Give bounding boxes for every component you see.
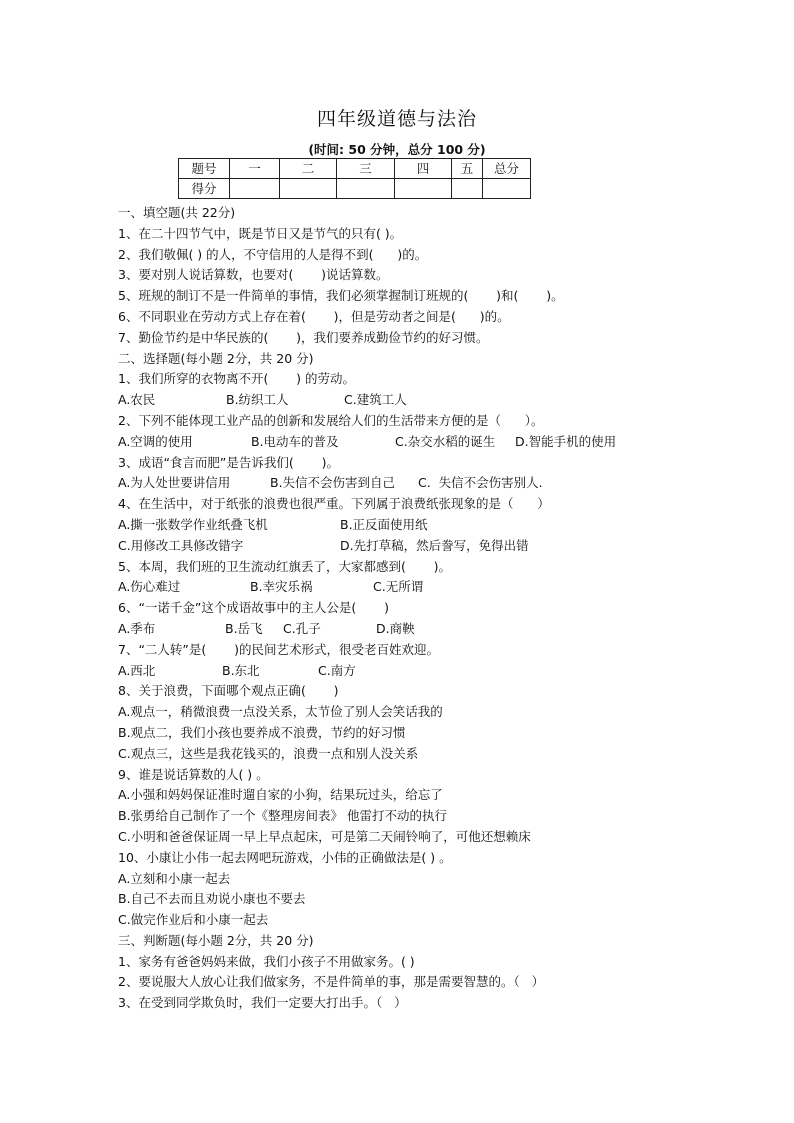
answer-option: B.幸灾乐祸 — [250, 579, 313, 595]
answer-option: C. 失信不会伤害别人. — [418, 475, 543, 491]
score-table — [178, 158, 531, 199]
question-line: 1、在二十四节气中，既是节日又是节气的只有( )。 — [118, 225, 403, 241]
question-line: 3、成语“食言而肥”是告诉我们( )。 — [118, 454, 339, 470]
score-cell[interactable] — [395, 179, 452, 199]
answer-option: B.电动车的普及 — [251, 433, 339, 449]
question-line: 6、“一诺千金”这个成语故事中的主人公是( ) — [118, 600, 389, 616]
answer-option: A.空调的使用 — [118, 433, 193, 449]
answer-option: D.先打草稿，然后誊写，免得出错 — [340, 537, 529, 553]
question-line: 3、要对别人说话算数，也要对( )说话算数。 — [118, 267, 389, 283]
question-line: A.立刻和小康一起去 — [118, 870, 231, 886]
question-line: 7、勤俭节约是中华民族的( )，我们要养成勤俭节约的好习惯。 — [118, 329, 489, 345]
answer-option: C.杂交水稻的诞生 — [395, 433, 496, 449]
question-line: 三、判断题(每小题 2分，共 20 分) — [118, 932, 314, 948]
answer-option: B.岳飞 — [225, 620, 263, 636]
answer-options — [118, 661, 718, 682]
question-line: C.小明和爸爸保证周一早上早点起床，可是第二天闹铃响了，可他还想赖床 — [118, 828, 531, 844]
answer-options — [118, 536, 718, 557]
answer-options — [118, 432, 718, 453]
score-cell[interactable] — [337, 179, 395, 199]
answer-options — [118, 619, 718, 640]
answer-option: D.智能手机的使用 — [515, 433, 617, 449]
question-line: 1、我们所穿的衣物离不开( ) 的劳动。 — [118, 371, 355, 387]
question-line: 一、填空题(共 22分) — [118, 205, 236, 220]
score-header-cell: 总分 — [483, 159, 531, 179]
question-line: A.观点一，稍微浪费一点没关系，太节俭了别人会笑话我的 — [118, 704, 443, 720]
answer-options — [118, 515, 718, 536]
question-line: 1、家务有爸爸妈妈来做，我们小孩子不用做家务。( ) — [118, 953, 415, 969]
score-cell[interactable] — [452, 179, 483, 199]
answer-option: C.无所谓 — [373, 579, 424, 595]
question-line: 2、我们敬佩( ) 的人，不守信用的人是得不到( )的。 — [118, 246, 428, 262]
question-line: 3、在受到同学欺负时，我们一定要大打出手。（ ） — [118, 995, 407, 1011]
question-line: 10、小康让小伟一起去网吧玩游戏，小伟的正确做法是( ) 。 — [118, 849, 452, 865]
question-line: C.做完作业后和小康一起去 — [118, 912, 269, 928]
score-header-cell: 二 — [280, 159, 337, 179]
answer-option: B.东北 — [222, 662, 260, 678]
question-line: 7、“二人转”是( )的民间艺术形式，很受老百姓欢迎。 — [118, 641, 439, 657]
answer-option: D.商鞅 — [376, 620, 415, 636]
question-line: B.自己不去而且劝说小康也不要去 — [118, 891, 306, 907]
score-header-cell: 一 — [230, 159, 280, 179]
answer-option: A.为人处世要讲信用 — [118, 475, 231, 491]
score-header-cell: 四 — [395, 159, 452, 179]
answer-option: A.西北 — [118, 662, 156, 678]
answer-option: B.正反面使用纸 — [340, 516, 428, 532]
answer-option: A.撕一张数学作业纸叠飞机 — [118, 516, 268, 532]
question-line: A.小强和妈妈保证准时遛自家的小狗，结果玩过头，给忘了 — [118, 787, 443, 803]
question-line: 6、不同职业在劳动方式上存在着( )，但是劳动者之间是( )的。 — [118, 308, 510, 324]
question-line: 二、选择题(每小题 2分，共 20 分) — [118, 350, 314, 366]
question-line: 4、在生活中，对于纸张的浪费也很严重。下列属于浪费纸张现象的是（ ） — [118, 496, 550, 512]
answer-options — [118, 473, 718, 494]
question-line: B.观点二，我们小孩也要养成不浪费，节约的好习惯 — [118, 724, 406, 740]
answer-option: A.农民 — [118, 392, 156, 408]
score-header-cell: 五 — [452, 159, 483, 179]
answer-option: B.失信不会伤害到自己 — [270, 475, 396, 491]
question-list — [118, 203, 718, 1014]
question-line: 8、关于浪费，下面哪个观点正确( ) — [118, 683, 339, 699]
answer-option: C.建筑工人 — [344, 392, 407, 408]
question-line: C.观点三，这些是我花钱买的，浪费一点和别人没关系 — [118, 745, 419, 761]
answer-option: A.季布 — [118, 620, 156, 636]
score-cell[interactable] — [230, 179, 280, 199]
page-title: 四年级道德与法治 — [316, 108, 477, 130]
question-line: 5、班规的制订不是一件简单的事情，我们必须掌握制订班规的( )和( )。 — [118, 288, 564, 304]
question-line: B.张勇给自己制作了一个《整理房间表》 他雷打不动的执行 — [118, 808, 448, 824]
exam-info: (时间: 50 分钟，总分 100 分) — [308, 142, 486, 157]
score-header-cell: 题号 — [179, 159, 230, 179]
answer-option: B.纺织工人 — [226, 392, 289, 408]
answer-options — [118, 390, 718, 411]
answer-option: C.南方 — [318, 662, 356, 678]
score-table-header-row — [179, 159, 531, 179]
score-table-score-row — [179, 179, 531, 199]
question-line: 2、要说服大人放心让我们做家务，不是件简单的事，那是需要智慧的。（ ） — [118, 974, 545, 990]
answer-option: C.用修改工具修改错字 — [118, 537, 244, 553]
score-header-cell: 三 — [337, 159, 395, 179]
answer-options — [118, 577, 718, 598]
question-line: 5、本周，我们班的卫生流动红旗丢了，大家都感到( )。 — [118, 558, 452, 574]
answer-option: C.孔子 — [283, 620, 321, 636]
score-cell[interactable] — [280, 179, 337, 199]
score-cell[interactable] — [483, 179, 531, 199]
answer-option: A.伤心难过 — [118, 579, 181, 595]
question-line: 9、谁是说话算数的人( ) 。 — [118, 766, 269, 782]
question-line: 2、下列不能体现工业产品的创新和发展给人们的生活带来方便的是（ ）。 — [118, 412, 544, 428]
score-row-label: 得分 — [179, 179, 230, 199]
